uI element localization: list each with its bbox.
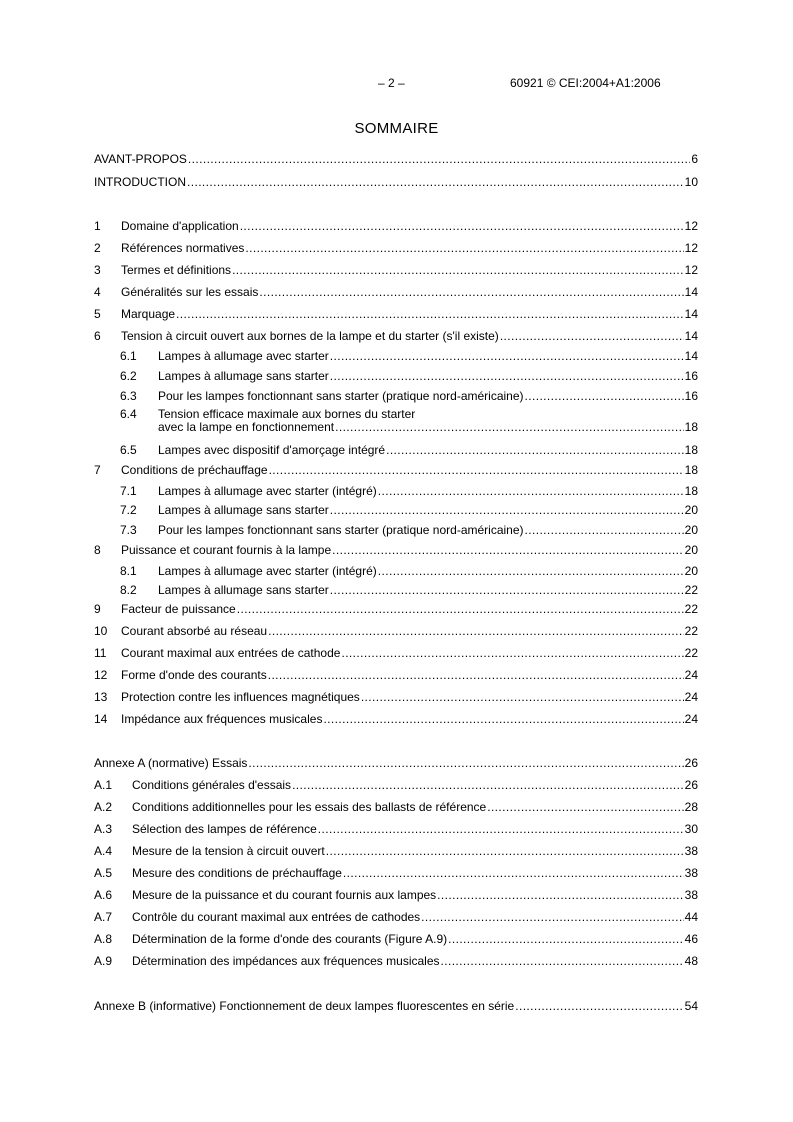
- toc-entry-page: 16: [684, 389, 698, 403]
- toc-entry-label: Puissance et courant fournis à la lampe: [121, 543, 332, 557]
- toc-entry-a-4[interactable]: [94, 844, 698, 858]
- toc-entry-13[interactable]: [94, 690, 698, 704]
- toc-entry-a-7[interactable]: [94, 910, 698, 924]
- toc-entry-label: Lampes à allumage avec starter (intégré): [158, 564, 377, 578]
- toc-entry-page: 12: [684, 219, 698, 233]
- toc-entry-label: Forme d'onde des courants: [121, 668, 267, 682]
- toc-entry-page: 48: [684, 954, 698, 968]
- toc-entry-7-1[interactable]: [120, 484, 698, 498]
- toc-entry-page: 20: [684, 503, 698, 517]
- toc-entry-page: 26: [684, 778, 698, 792]
- toc-entry-label: Conditions générales d'essais: [132, 778, 292, 792]
- toc-entry-number: 2: [94, 241, 101, 255]
- toc-entry-2[interactable]: [94, 241, 698, 255]
- toc-entry-page: 24: [684, 712, 698, 726]
- toc-entry-a-2[interactable]: [94, 800, 698, 814]
- toc-entry-7[interactable]: [94, 463, 698, 477]
- toc-entry-label: Courant maximal aux entrées de cathode: [121, 646, 341, 660]
- toc-entry-label: Impédance aux fréquences musicales: [121, 712, 323, 726]
- toc-entry-label: Facteur de puissance: [121, 602, 236, 616]
- toc-entry-number: 6.4: [120, 407, 137, 421]
- toc-entry-page: 18: [684, 420, 698, 434]
- toc-entry-label: Tension à circuit ouvert aux bornes de la lampe et du starter (s'il existe): [121, 329, 499, 343]
- toc-entry-number: 14: [94, 712, 108, 726]
- toc-entry-label: Annexe A (normative) Essais: [94, 756, 248, 770]
- toc-entry-10[interactable]: [94, 624, 698, 638]
- toc-entry-label: Conditions additionnelles pour les essais des ballasts de référence: [132, 800, 487, 814]
- toc-entry-7-2[interactable]: [120, 503, 698, 517]
- toc-entry-page: 18: [684, 484, 698, 498]
- toc-entry-label: Sélection des lampes de référence: [132, 822, 317, 836]
- toc-entry-number: A.5: [94, 866, 113, 880]
- toc-entry-label: Tension efficace maximale aux bornes du starter: [158, 407, 416, 421]
- toc-entry-label: Lampes à allumage avec starter (intégré): [158, 484, 377, 498]
- toc-entry-label: Pour les lampes fonctionnant sans starter (pratique nord-américaine): [158, 523, 524, 537]
- toc-entry-number: 7: [94, 463, 101, 477]
- toc-entry-page: 28: [684, 800, 698, 814]
- toc-entry-page: 46: [684, 932, 698, 946]
- toc-title: SOMMAIRE: [354, 120, 439, 137]
- page-number: – 2 –: [378, 76, 405, 90]
- toc-entry-6-4[interactable]: [120, 408, 698, 434]
- document-reference: 60921 © CEI:2004+A1:2006: [510, 76, 661, 90]
- toc-entry-8-1[interactable]: [120, 564, 698, 578]
- toc-entry-1[interactable]: [94, 219, 698, 233]
- toc-entry-number: 8.1: [120, 564, 137, 578]
- toc-entry-page: 22: [684, 624, 698, 638]
- toc-entry-page: 14: [684, 349, 698, 363]
- toc-entry-number: 13: [94, 690, 108, 704]
- toc-entry-avant-propos[interactable]: [94, 152, 698, 166]
- toc-entry-page: 44: [684, 910, 698, 924]
- toc-entry-label: Marquage: [121, 307, 176, 321]
- toc-entry-label: Mesure de la tension à circuit ouvert: [132, 844, 325, 858]
- toc-entry-number: 1: [94, 219, 101, 233]
- toc-entry-a-5[interactable]: [94, 866, 698, 880]
- toc-entry-4[interactable]: [94, 285, 698, 299]
- toc-entry-page: 22: [684, 583, 698, 597]
- toc-entry-introduction[interactable]: [94, 175, 698, 189]
- toc-entry-page: 6: [691, 152, 698, 166]
- toc-entry-page: 24: [684, 690, 698, 704]
- toc-entry-page: 10: [684, 175, 698, 189]
- toc-entry-number: 6.2: [120, 369, 137, 383]
- toc-entry-page: 38: [684, 866, 698, 880]
- toc-entry-6-1[interactable]: [120, 349, 698, 363]
- toc-entry-number: 7.1: [120, 484, 137, 498]
- toc-entry-7-3[interactable]: [120, 523, 698, 537]
- toc-entry-page: 12: [684, 263, 698, 277]
- toc-entry-label: Lampes avec dispositif d'amorçage intégré: [158, 443, 386, 457]
- toc-entry-label: Protection contre les influences magnétiques: [121, 690, 360, 704]
- toc-entry-page: 22: [684, 602, 698, 616]
- toc-entry-a-8[interactable]: [94, 932, 698, 946]
- toc-entry-page: 18: [684, 443, 698, 457]
- toc-entry-label: Détermination de la forme d'onde des courants (Figure A.9): [132, 932, 448, 946]
- toc-entry-label: Conditions de préchauffage: [121, 463, 268, 477]
- toc-entry-label: AVANT-PROPOS: [94, 152, 187, 166]
- toc-entry-number: A.9: [94, 954, 113, 968]
- toc-entry-6-3[interactable]: [120, 389, 698, 403]
- toc-entry-number: 6.1: [120, 349, 137, 363]
- toc-entry-number: A.7: [94, 910, 113, 924]
- toc-entry-number: A.4: [94, 844, 113, 858]
- toc-entry-page: 24: [684, 668, 698, 682]
- toc-entry-6-2[interactable]: [120, 369, 698, 383]
- toc-entry-label: Mesure des conditions de préchauffage: [132, 866, 342, 880]
- toc-entry-annexe-a[interactable]: [94, 756, 698, 770]
- toc-entry-number: 3: [94, 263, 101, 277]
- toc-entry-number: 10: [94, 624, 108, 638]
- toc-entry-5[interactable]: [94, 307, 698, 321]
- toc-entry-label: Lampes à allumage sans starter: [158, 503, 329, 517]
- toc-entry-number: A.2: [94, 800, 113, 814]
- toc-entry-label: Lampes à allumage sans starter: [158, 369, 329, 383]
- toc-entry-number: 11: [94, 646, 107, 660]
- toc-entry-8[interactable]: [94, 543, 698, 557]
- toc-entry-6-5[interactable]: [120, 443, 698, 457]
- toc-entry-number: 7.2: [120, 503, 137, 517]
- toc-entry-number: A.6: [94, 888, 113, 902]
- toc-entry-annexe-b[interactable]: [94, 999, 698, 1013]
- toc-entry-number: 6.3: [120, 389, 137, 403]
- toc-entry-number: 9: [94, 602, 101, 616]
- toc-entry-label: Lampes à allumage sans starter: [158, 583, 329, 597]
- toc-entry-label: Contrôle du courant maximal aux entrées de cathodes: [132, 910, 421, 924]
- toc-entry-8-2[interactable]: [120, 583, 698, 597]
- toc-entry-number: 4: [94, 285, 101, 299]
- toc-entry-page: 18: [684, 463, 698, 477]
- toc-entry-page: 12: [684, 241, 698, 255]
- toc-entry-label: Courant absorbé au réseau: [121, 624, 268, 638]
- toc-entry-number: A.3: [94, 822, 113, 836]
- toc-entry-a-6[interactable]: [94, 888, 698, 902]
- toc-entry-number: 12: [94, 668, 108, 682]
- toc-entry-page: 30: [684, 822, 698, 836]
- toc-entry-number: 8.2: [120, 583, 137, 597]
- toc-entry-page: 54: [684, 999, 698, 1013]
- toc-entry-page: 20: [684, 523, 698, 537]
- toc-entry-number: 6.5: [120, 443, 137, 457]
- toc-entry-number: 7.3: [120, 523, 137, 537]
- toc-entry-number: A.8: [94, 932, 113, 946]
- toc-entry-12[interactable]: [94, 668, 698, 682]
- toc-entry-label-continued: avec la lampe en fonctionnement: [158, 420, 335, 434]
- toc-entry-6[interactable]: [94, 329, 698, 343]
- toc-entry-page: 14: [684, 307, 698, 321]
- toc-entry-label: Mesure de la puissance et du courant fournis aux lampes: [132, 888, 437, 902]
- toc-entry-label: Termes et définitions: [121, 263, 232, 277]
- toc-entry-page: 14: [684, 285, 698, 299]
- toc-entry-page: 20: [684, 543, 698, 557]
- toc-entry-number: 5: [94, 307, 101, 321]
- toc-entry-label: INTRODUCTION: [94, 175, 186, 189]
- toc-entry-11[interactable]: [94, 646, 698, 660]
- toc-entry-label: Détermination des impédances aux fréquences musicales: [132, 954, 440, 968]
- toc-entry-page: 38: [684, 844, 698, 858]
- toc-entry-label: Références normatives: [121, 241, 245, 255]
- toc-entry-number: 8: [94, 543, 101, 557]
- toc-entry-label: Généralités sur les essais: [121, 285, 259, 299]
- toc-entry-label: Domaine d'application: [121, 219, 239, 233]
- toc-entry-14[interactable]: [94, 712, 698, 726]
- toc-entry-number: 6: [94, 329, 101, 343]
- toc-entry-3[interactable]: [94, 263, 698, 277]
- toc-entry-9[interactable]: [94, 602, 698, 616]
- toc-entry-a-9[interactable]: [94, 954, 698, 968]
- toc-entry-page: 20: [684, 564, 698, 578]
- toc-entry-page: 16: [684, 369, 698, 383]
- toc-entry-label: Lampes à allumage avec starter: [158, 349, 329, 363]
- toc-entry-page: 14: [684, 329, 698, 343]
- toc-entry-label: Annexe B (informative) Fonctionnement de deux lampes fluorescentes en série: [94, 999, 515, 1013]
- toc-entry-page: 26: [684, 756, 698, 770]
- toc-entry-a-1[interactable]: [94, 778, 698, 792]
- toc-entry-page: 22: [684, 646, 698, 660]
- toc-entry-page: 38: [684, 888, 698, 902]
- toc-entry-number: A.1: [94, 778, 113, 792]
- toc-entry-a-3[interactable]: [94, 822, 698, 836]
- toc-entry-label: Pour les lampes fonctionnant sans starter (pratique nord-américaine): [158, 389, 524, 403]
